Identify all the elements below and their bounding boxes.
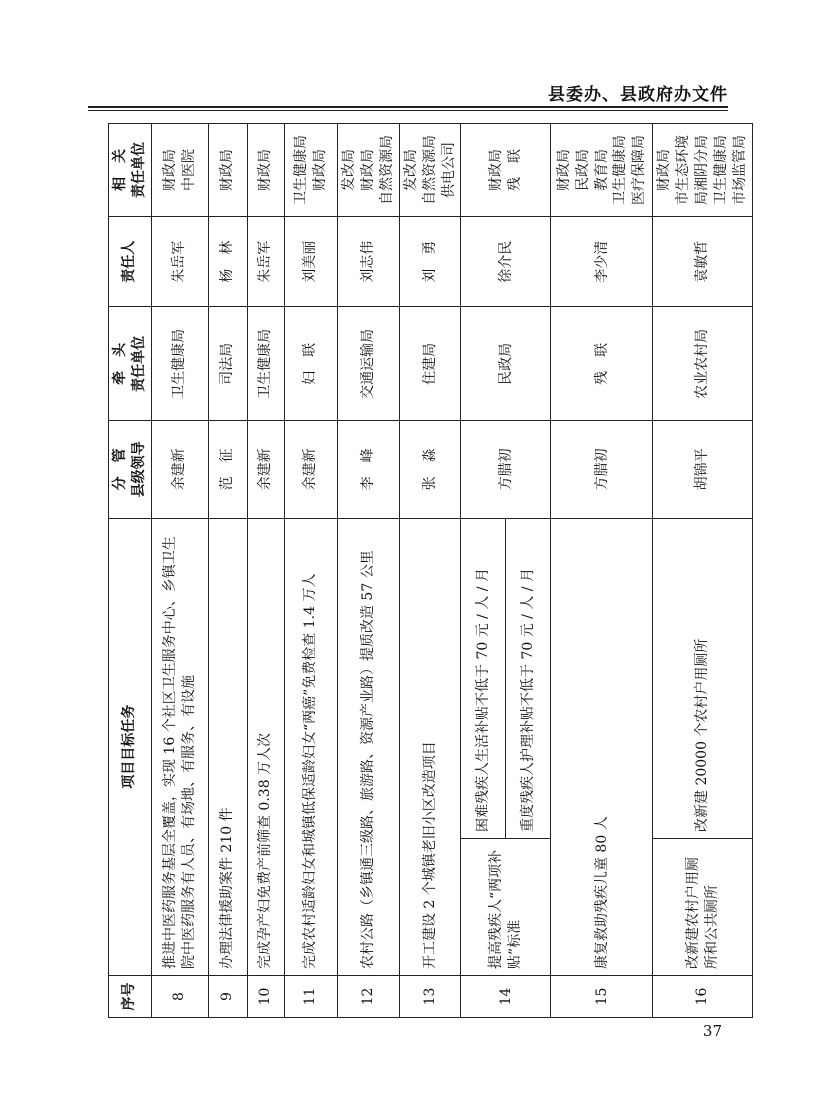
table-row [399, 124, 461, 1018]
table-row [461, 124, 506, 1018]
person-cell: 刘志伟 [337, 216, 399, 307]
lead-unit-cell: 司法局 [208, 307, 247, 421]
task-cell: 改新建农村户用厕所和公共厕所 [653, 839, 752, 976]
header-rule-thin [88, 110, 728, 111]
related-cell: 发改局 自然资源局 供电公司 [399, 124, 461, 217]
seq-cell: 11 [284, 976, 337, 1018]
person-cell: 朱岳军 [151, 216, 208, 307]
task-detail-cell: 改新建 20000 个农村户用厕所 [653, 518, 752, 838]
task-cell: 完成农村适龄妇女和城镇低保适龄妇女“两癌”免费检查 1.4 万人 [284, 518, 337, 975]
person-cell: 朱岳军 [247, 216, 284, 307]
seq-cell: 9 [208, 976, 247, 1018]
table-row [551, 124, 653, 1018]
lead-unit-cell: 妇 联 [284, 307, 337, 421]
header-rule-thick [88, 106, 728, 108]
leader-cell: 李 峰 [337, 421, 399, 518]
related-cell: 发改局 财政局 自然资源局 [337, 124, 399, 217]
related-cell: 财政局 残 联 [461, 124, 551, 217]
header-leader: 分 管 县级领导 [109, 421, 152, 518]
leader-cell: 张 淼 [399, 421, 461, 518]
lead-unit-cell: 交通运输局 [337, 307, 399, 421]
person-cell: 杨 林 [208, 216, 247, 307]
header-lead-unit: 牵 头 责任单位 [109, 307, 152, 421]
header-person: 责任人 [109, 216, 152, 307]
task-cell: 推进中医药服务基层全覆盖，实现 16 个社区卫生服务中心、乡镇卫生院中医药服务有人员、有场地、有服务、有设施 [151, 518, 208, 975]
leader-cell: 方腊初 [461, 421, 551, 518]
leader-cell: 胡锦平 [653, 421, 752, 518]
person-cell: 刘美丽 [284, 216, 337, 307]
task-cell: 开工建设 2 个城镇老旧小区改造项目 [399, 518, 461, 975]
subtask-cell: 困难残疾人生活补贴不低于 70 元 / 人 / 月 [461, 518, 506, 838]
person-cell: 徐介民 [461, 216, 551, 307]
task-cell: 提高残疾人“两项补贴”标准 [461, 839, 551, 976]
lead-unit-cell: 卫生健康局 [151, 307, 208, 421]
task-table [108, 123, 753, 1018]
document-header-title: 县委办、县政府办文件 [548, 85, 728, 105]
table-row [151, 124, 208, 1018]
lead-unit-cell: 民政局 [461, 307, 551, 421]
seq-cell: 13 [399, 976, 461, 1018]
lead-unit-cell: 住建局 [399, 307, 461, 421]
task-cell: 康复救助残疾儿童 80 人 [551, 518, 653, 975]
leader-cell: 方腊初 [551, 421, 653, 518]
leader-cell: 余建新 [247, 421, 284, 518]
table-row [284, 124, 337, 1018]
leader-cell: 余建新 [284, 421, 337, 518]
table-row [653, 124, 752, 1018]
lead-unit-cell: 农业农村局 [653, 307, 752, 421]
related-cell: 卫生健康局 财政局 [284, 124, 337, 217]
table-header-row [109, 124, 152, 1018]
person-cell: 李少清 [551, 216, 653, 307]
seq-cell: 8 [151, 976, 208, 1018]
header-task: 项目目标任务 [109, 518, 152, 975]
related-cell: 财政局 中医院 [151, 124, 208, 217]
header-related: 相 关 责任单位 [109, 124, 152, 217]
rotated-table-container [108, 123, 749, 1018]
table-row [247, 124, 284, 1018]
header-seq: 序号 [109, 976, 152, 1018]
person-cell: 袁敏哲 [653, 216, 752, 307]
lead-unit-cell: 卫生健康局 [247, 307, 284, 421]
task-cell: 完成孕产妇免费产前筛查 0.38 万人次 [247, 518, 284, 975]
related-cell: 财政局 [208, 124, 247, 217]
related-cell: 财政局 市生态环境 局湘阴分局 卫生健康局 市场监管局 [653, 124, 752, 217]
lead-unit-cell: 残 联 [551, 307, 653, 421]
seq-cell: 10 [247, 976, 284, 1018]
task-cell: 办理法律援助案件 210 件 [208, 518, 247, 975]
task-cell: 农村公路（乡镇通三级路、旅游路、资源产业路）提质改造 57 公里 [337, 518, 399, 975]
person-cell: 刘 勇 [399, 216, 461, 307]
subtask-cell: 重度残疾人护理补贴不低于 70 元 / 人 / 月 [506, 518, 551, 838]
page-number: 37 [702, 1022, 722, 1040]
seq-cell: 15 [551, 976, 653, 1018]
seq-cell: 12 [337, 976, 399, 1018]
leader-cell: 余建新 [151, 421, 208, 518]
leader-cell: 范 征 [208, 421, 247, 518]
related-cell: 财政局 [247, 124, 284, 217]
related-cell: 财政局 民政局 教育局 卫生健康局 医疗保障局 [551, 124, 653, 217]
table-row [208, 124, 247, 1018]
seq-cell: 14 [461, 976, 551, 1018]
seq-cell: 16 [653, 976, 752, 1018]
table-row [337, 124, 399, 1018]
